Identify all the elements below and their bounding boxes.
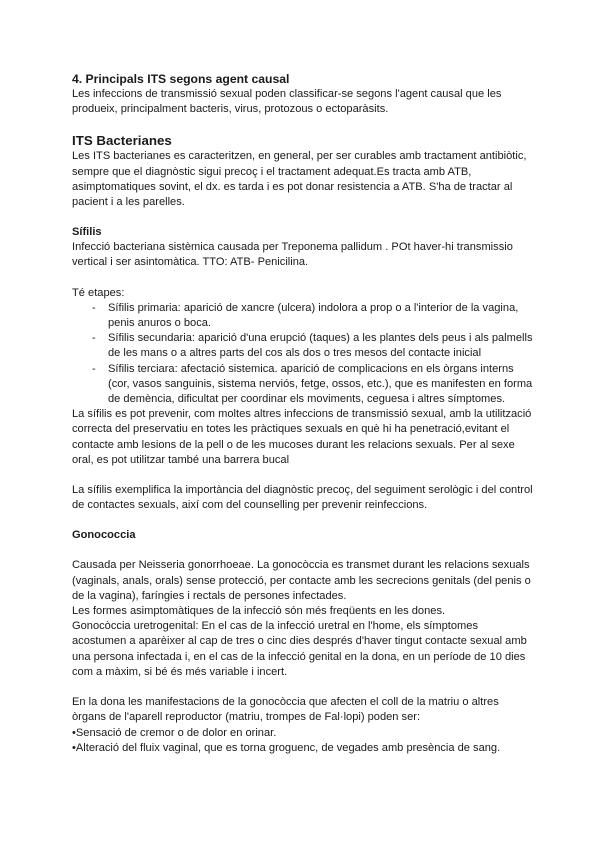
syphilis-definition: Infecció bacteriana sistèmica causada per Treponema pallidum . POt haver-hi transmissio vertical i ser asintomàtica. TTO: ATB- Penicilina. — [72, 241, 513, 269]
gonorrhea-paragraph: Causada per Neisseria gonorrhoeae. La gonocòccia es transmet durant les relacions sexuals (vaginals, anals, orals) sense protecció, per contacte amb les secrecions genitals (del penis o de la vagina), faríngies i rectals de persones infectades. — [72, 559, 531, 602]
list-item: - Sífilis secundaria: aparició d'una erupció (taques) a les plantes dels peus i als palmells de les mans o a altres parts del cos als dos o tres mesos del contacte inicial — [92, 331, 534, 361]
syphilis-importance: La sífilis exemplifica la importància del diagnòstic precoç, del seguiment serològic i del control de contactes sexuals, així com del counselling per prevenir reinfeccions. — [72, 484, 533, 512]
gonorrhea-heading: Gonococcia — [72, 529, 136, 542]
stages-intro: Té etapes: — [72, 286, 125, 299]
section-heading: 4. Principals ITS segons agent causal — [72, 72, 290, 86]
bacterial-heading: ITS Bacterianes — [72, 133, 172, 149]
syphilis-prevention: La sífilis es pot prevenir, com moltes altres infeccions de transmissió sexual, amb la utilització correcta del preservatiu en totes les pràctiques sexuals en què hi ha penetració,evitant el contacte amb lesions de la pell o de les mucoses durant les relacions sexuals. Per al sexe oral, es pot utilitzar també una barrera bucal — [72, 408, 532, 466]
list-item: - Sífilis terciara: afectació sistemica. aparició de complicacions en els òrgans interns (cor, vasos sanguinis, sistema nerviós, fetge, ossos, etc.), que es manifesten en forma de demència, dificultat per coordinar els moviments, ceguesa i altres símptomes. — [92, 362, 534, 408]
gonorrhea-paragraph: En la dona les manifestacions de la gonocòccia que afecten el coll de la matriu o altres òrgans de l'aparell reproductor (matriu, trompes de Fal·lopi) poden ser: — [72, 696, 499, 724]
gonorrhea-paragraph: Les formes asimptomàtiques de la infecció són més freqüents en les dones. — [72, 605, 446, 618]
bacterial-text: Les ITS bacterianes es caracteritzen, en general, per ser curables amb tractament antibiòtic, sempre que el diagnòstic sigui precoç i el tractament adequat.Es tracta amb ATB, asimptomatiques sovint, el dx. es tarda i es pot donar resistencia a ATB. S'ha de tractar al pacient i a les parelles. — [72, 150, 527, 209]
gonorrhea-bullet: •Alteració del fluix vaginal, que es torna groguenc, de vegades amb presència de sang. — [72, 741, 501, 754]
stages-list — [72, 301, 534, 407]
section-intro: Les infeccions de transmissió sexual poden classificar-se segons l'agent causal que les produeix, principalment bacteris, virus, protozous o ectoparàsits. — [72, 88, 502, 116]
list-item: - Sífilis primaria: aparició de xancre (ulcera) indolora a prop o a l'interior de la vagina, penis anuros o boca. — [92, 301, 534, 331]
document-body — [72, 72, 534, 756]
gonorrhea-bullet: •Sensació de cremor o de dolor en orinar. — [72, 726, 277, 739]
syphilis-heading: Sífilis — [72, 226, 102, 239]
gonorrhea-paragraph: Gonocòccia uretrogenital: En el cas de la infecció uretral en l'home, els símptomes acostumen a aparèixer al cap de tres o cinc dies després d'haver tingut contacte sexual amb una persona infectada i, en el cas de la infecció genital en la dona, en un període de 10 dies com a màxim, si bé és més variable i incert. — [72, 620, 527, 678]
